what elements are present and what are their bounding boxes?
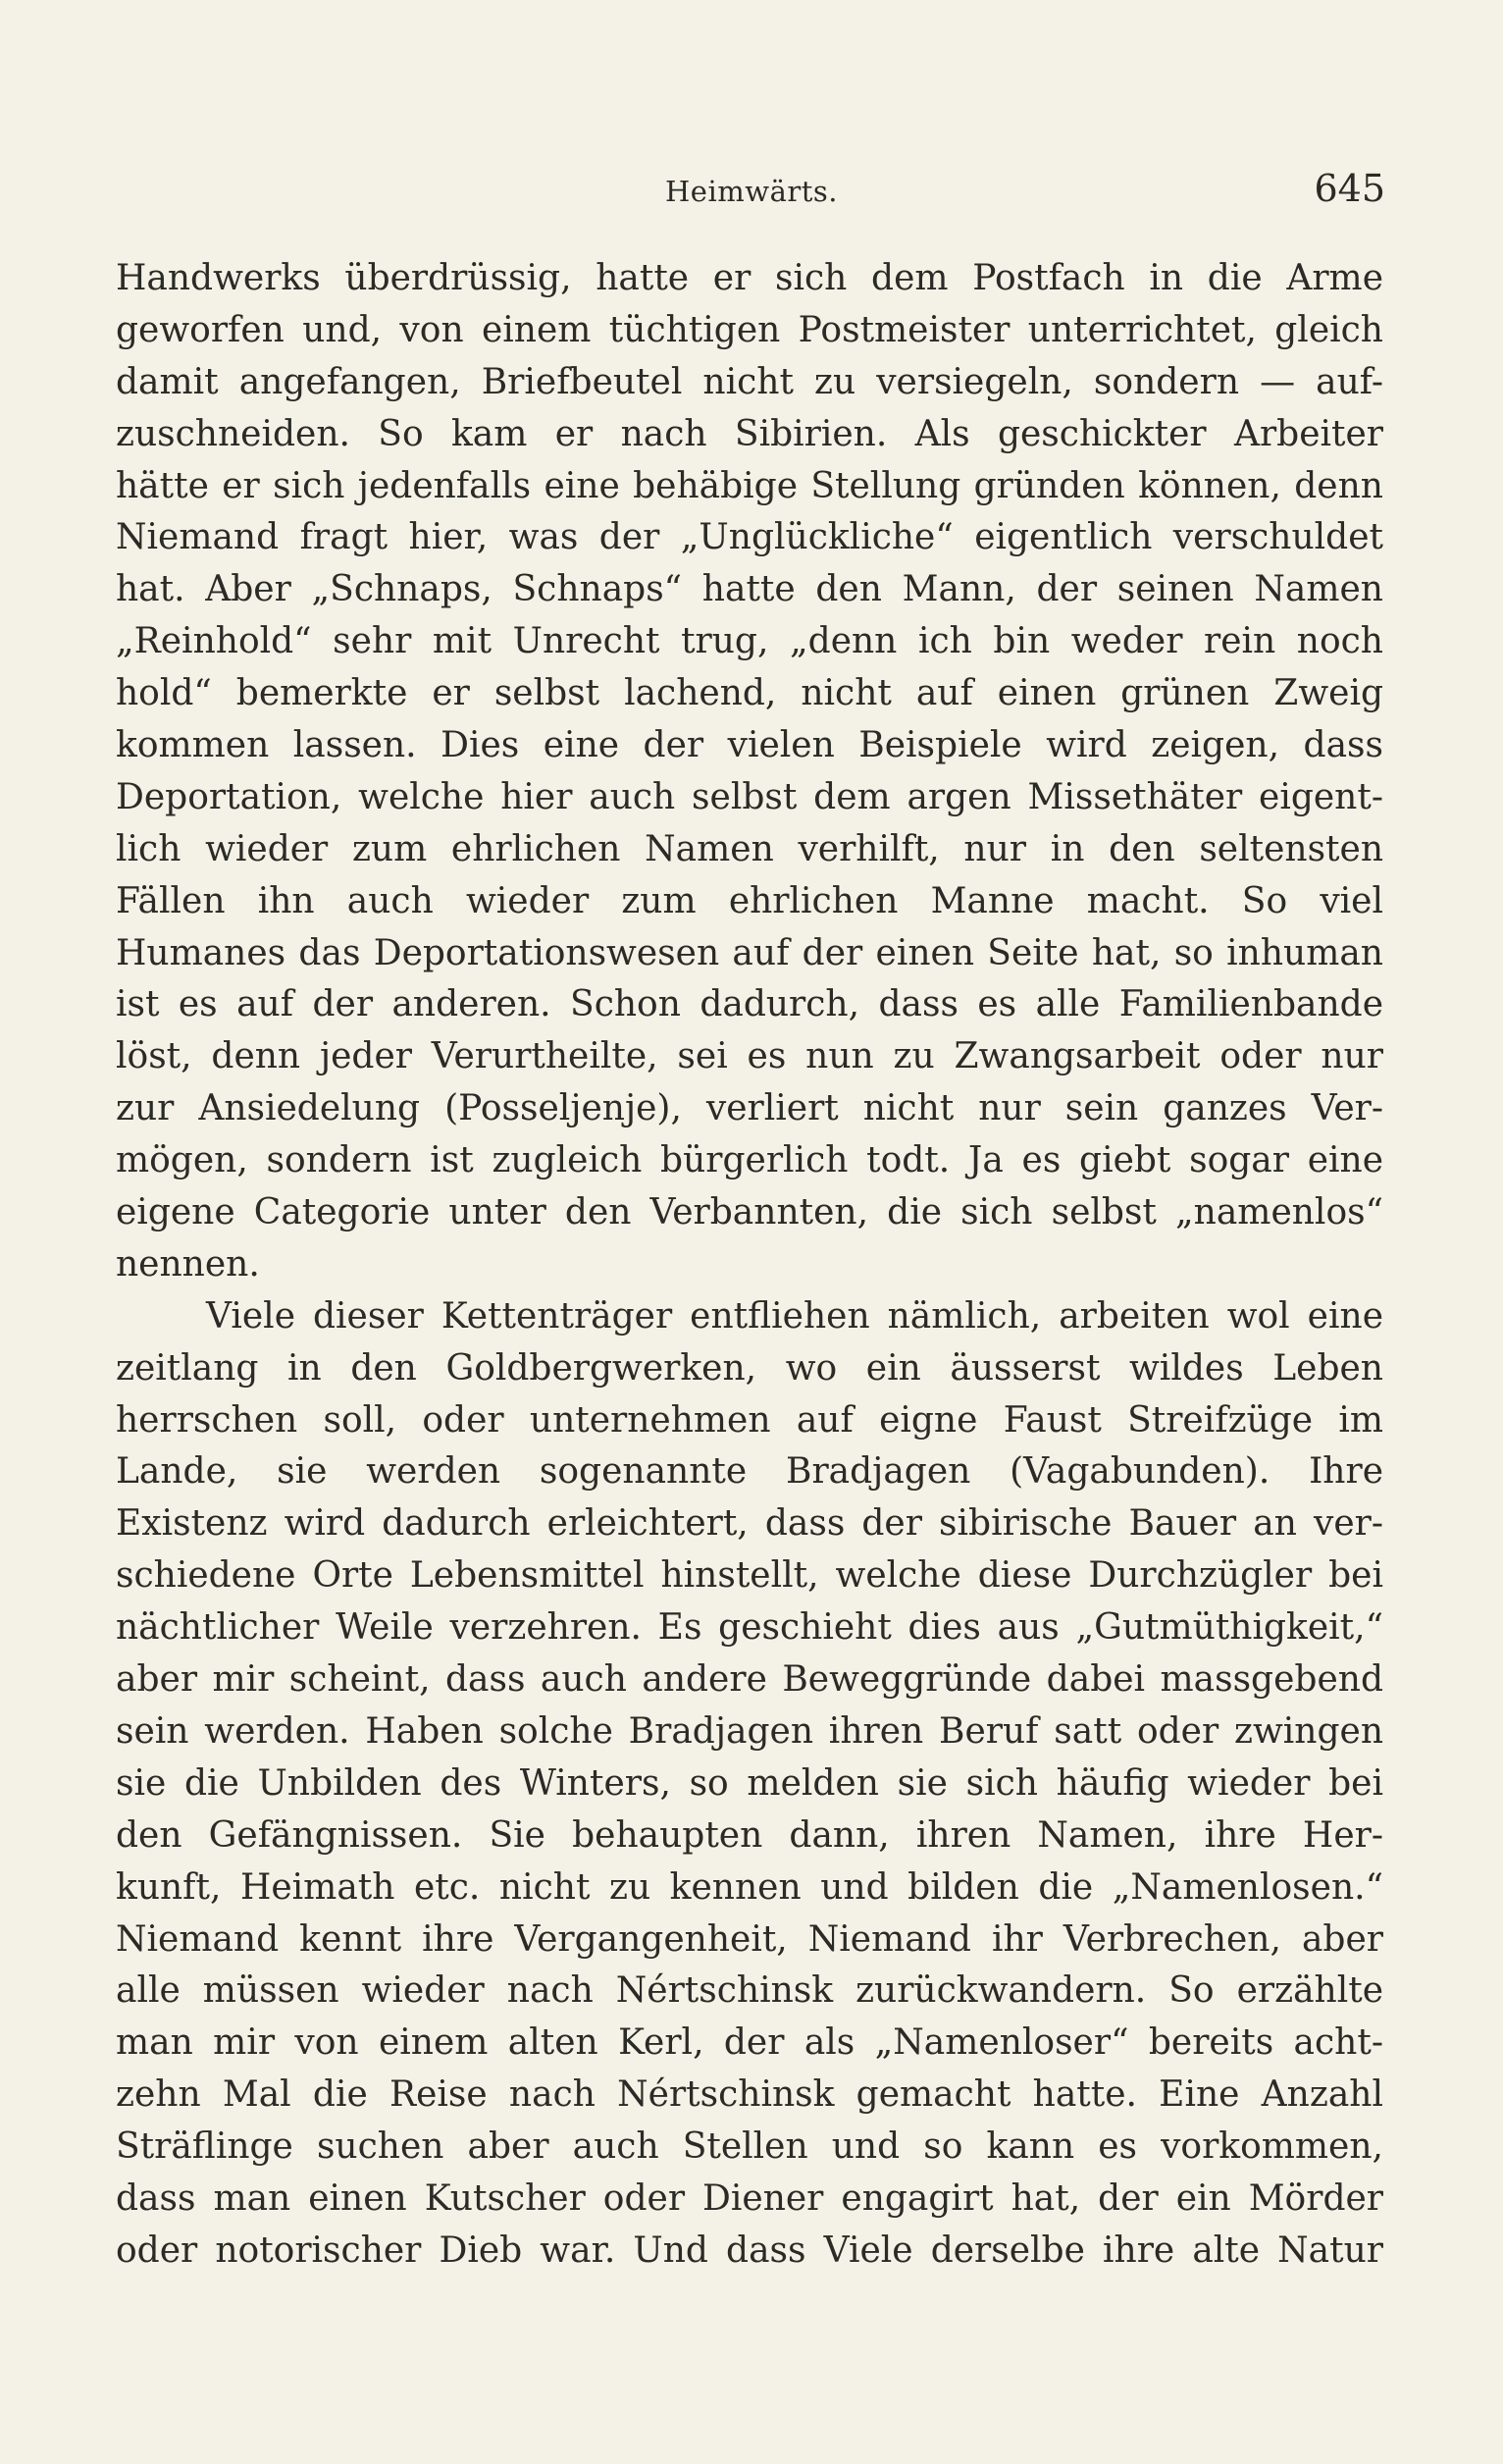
text-line: hätte er sich jedenfalls eine behäbige Stellung gründen können, denn	[116, 465, 1383, 506]
text-line: Sträflinge suchen aber auch Stellen und so kann es vorkommen,	[116, 2126, 1383, 2168]
text-line: löst, denn jeder Verurtheilte, sei es nun zu Zwangsarbeit oder nur	[116, 1036, 1383, 1077]
text-line: Niemand fragt hier, was der „Unglückliche“ eigentlich verschuldet	[116, 517, 1383, 558]
text-line: lich wieder zum ehrlichen Namen verhilft, nur in den seltensten	[116, 828, 1383, 869]
text-line: oder notorischer Dieb war. Und dass Viele derselbe ihre alte Natur	[116, 2229, 1383, 2271]
text-line: zeitlang in den Goldbergwerken, wo ein äusserst wildes Leben	[116, 1347, 1383, 1389]
paragraph	[116, 1291, 1383, 2278]
text-line: Humanes das Deportationswesen auf der einen Seite hat, so inhuman	[116, 932, 1383, 973]
text-line: Handwerks überdrüssig, hatte er sich dem Postfach in die Arme	[116, 258, 1383, 298]
text-line: damit angefangen, Briefbeutel nicht zu versiegeln, sondern — auf-	[116, 361, 1383, 402]
text-line: dass man einen Kutscher oder Diener engagirt hat, der ein Mörder	[116, 2177, 1383, 2219]
text-line: Viele dieser Kettenträger entfliehen nämlich, arbeiten wol eine	[206, 1295, 1383, 1337]
text-line: „Reinhold“ sehr mit Unrecht trug, „denn ich bin weder rein noch	[116, 621, 1383, 662]
text-line: aber mir scheint, dass auch andere Beweggründe dabei massgebend	[116, 1659, 1383, 1701]
text-line: Lande, sie werden sogenannte Bradjagen (Vagabunden). Ihre	[116, 1451, 1383, 1493]
text-line: Fällen ihn auch wieder zum ehrlichen Manne macht. So viel	[116, 880, 1383, 921]
text-line: kommen lassen. Dies eine der vielen Beispiele wird zeigen, dass	[116, 725, 1383, 766]
text-line: alle müssen wieder nach Nértschinsk zurückwandern. So erzählte	[116, 1970, 1383, 2012]
text-line: eigene Categorie unter den Verbannten, die sich selbst „namenlos“	[116, 1192, 1383, 1233]
text-line: zuschneiden. So kam er nach Sibirien. Als geschickter Arbeiter	[116, 413, 1383, 454]
text-line: nennen.	[116, 1243, 260, 1284]
text-line: schiedene Orte Lebensmittel hinstellt, welche diese Durchzügler bei	[116, 1555, 1383, 1597]
text-line: hold“ bemerkte er selbst lachend, nicht auf einen grünen Zweig	[116, 673, 1383, 714]
text-line: mögen, sondern ist zugleich bürgerlich todt. Ja es giebt sogar eine	[116, 1140, 1383, 1181]
text-line: hat. Aber „Schnaps, Schnaps“ hatte den Mann, der seinen Namen	[116, 569, 1383, 610]
text-line: ist es auf der anderen. Schon dadurch, dass es alle Familienbande	[116, 984, 1383, 1025]
running-head	[118, 167, 1385, 226]
running-title: Heimwärts.	[665, 175, 838, 208]
text-line: man mir von einem alten Kerl, der als „Namenloser“ bereits acht-	[116, 2022, 1383, 2064]
text-line: Niemand kennt ihre Vergangenheit, Niemand ihr Verbrechen, aber	[116, 1918, 1383, 1960]
body-text	[116, 253, 1383, 2278]
text-line: zur Ansiedelung (Posseljenje), verliert nicht nur sein ganzes Ver-	[116, 1088, 1383, 1129]
text-line: kunft, Heimath etc. nicht zu kennen und bilden die „Namenlosen.“	[116, 1866, 1383, 1908]
text-line: sie die Unbilden des Winters, so melden sie sich häufig wieder bei	[116, 1762, 1383, 1804]
text-line: geworfen und, von einem tüchtigen Postmeister unterrichtet, gleich	[116, 309, 1383, 350]
text-line: Deportation, welche hier auch selbst dem argen Missethäter eigent-	[116, 776, 1383, 817]
text-line: den Gefängnissen. Sie behaupten dann, ihren Namen, ihre Her-	[116, 1814, 1383, 1856]
text-line: herrschen soll, oder unternehmen auf eigne Faust Streifzüge im	[116, 1399, 1383, 1441]
text-line: nächtlicher Weile verzehren. Es geschieht dies aus „Gutmüthigkeit,“	[116, 1607, 1383, 1649]
text-line: sein werden. Haben solche Bradjagen ihren Beruf satt oder zwingen	[116, 1710, 1383, 1752]
page-number: 645	[1314, 167, 1385, 210]
text-line: Existenz wird dadurch erleichtert, dass der sibirische Bauer an ver-	[116, 1503, 1383, 1545]
text-line: zehn Mal die Reise nach Nértschinsk gemacht hatte. Eine Anzahl	[116, 2074, 1383, 2116]
paragraph	[116, 253, 1383, 1291]
